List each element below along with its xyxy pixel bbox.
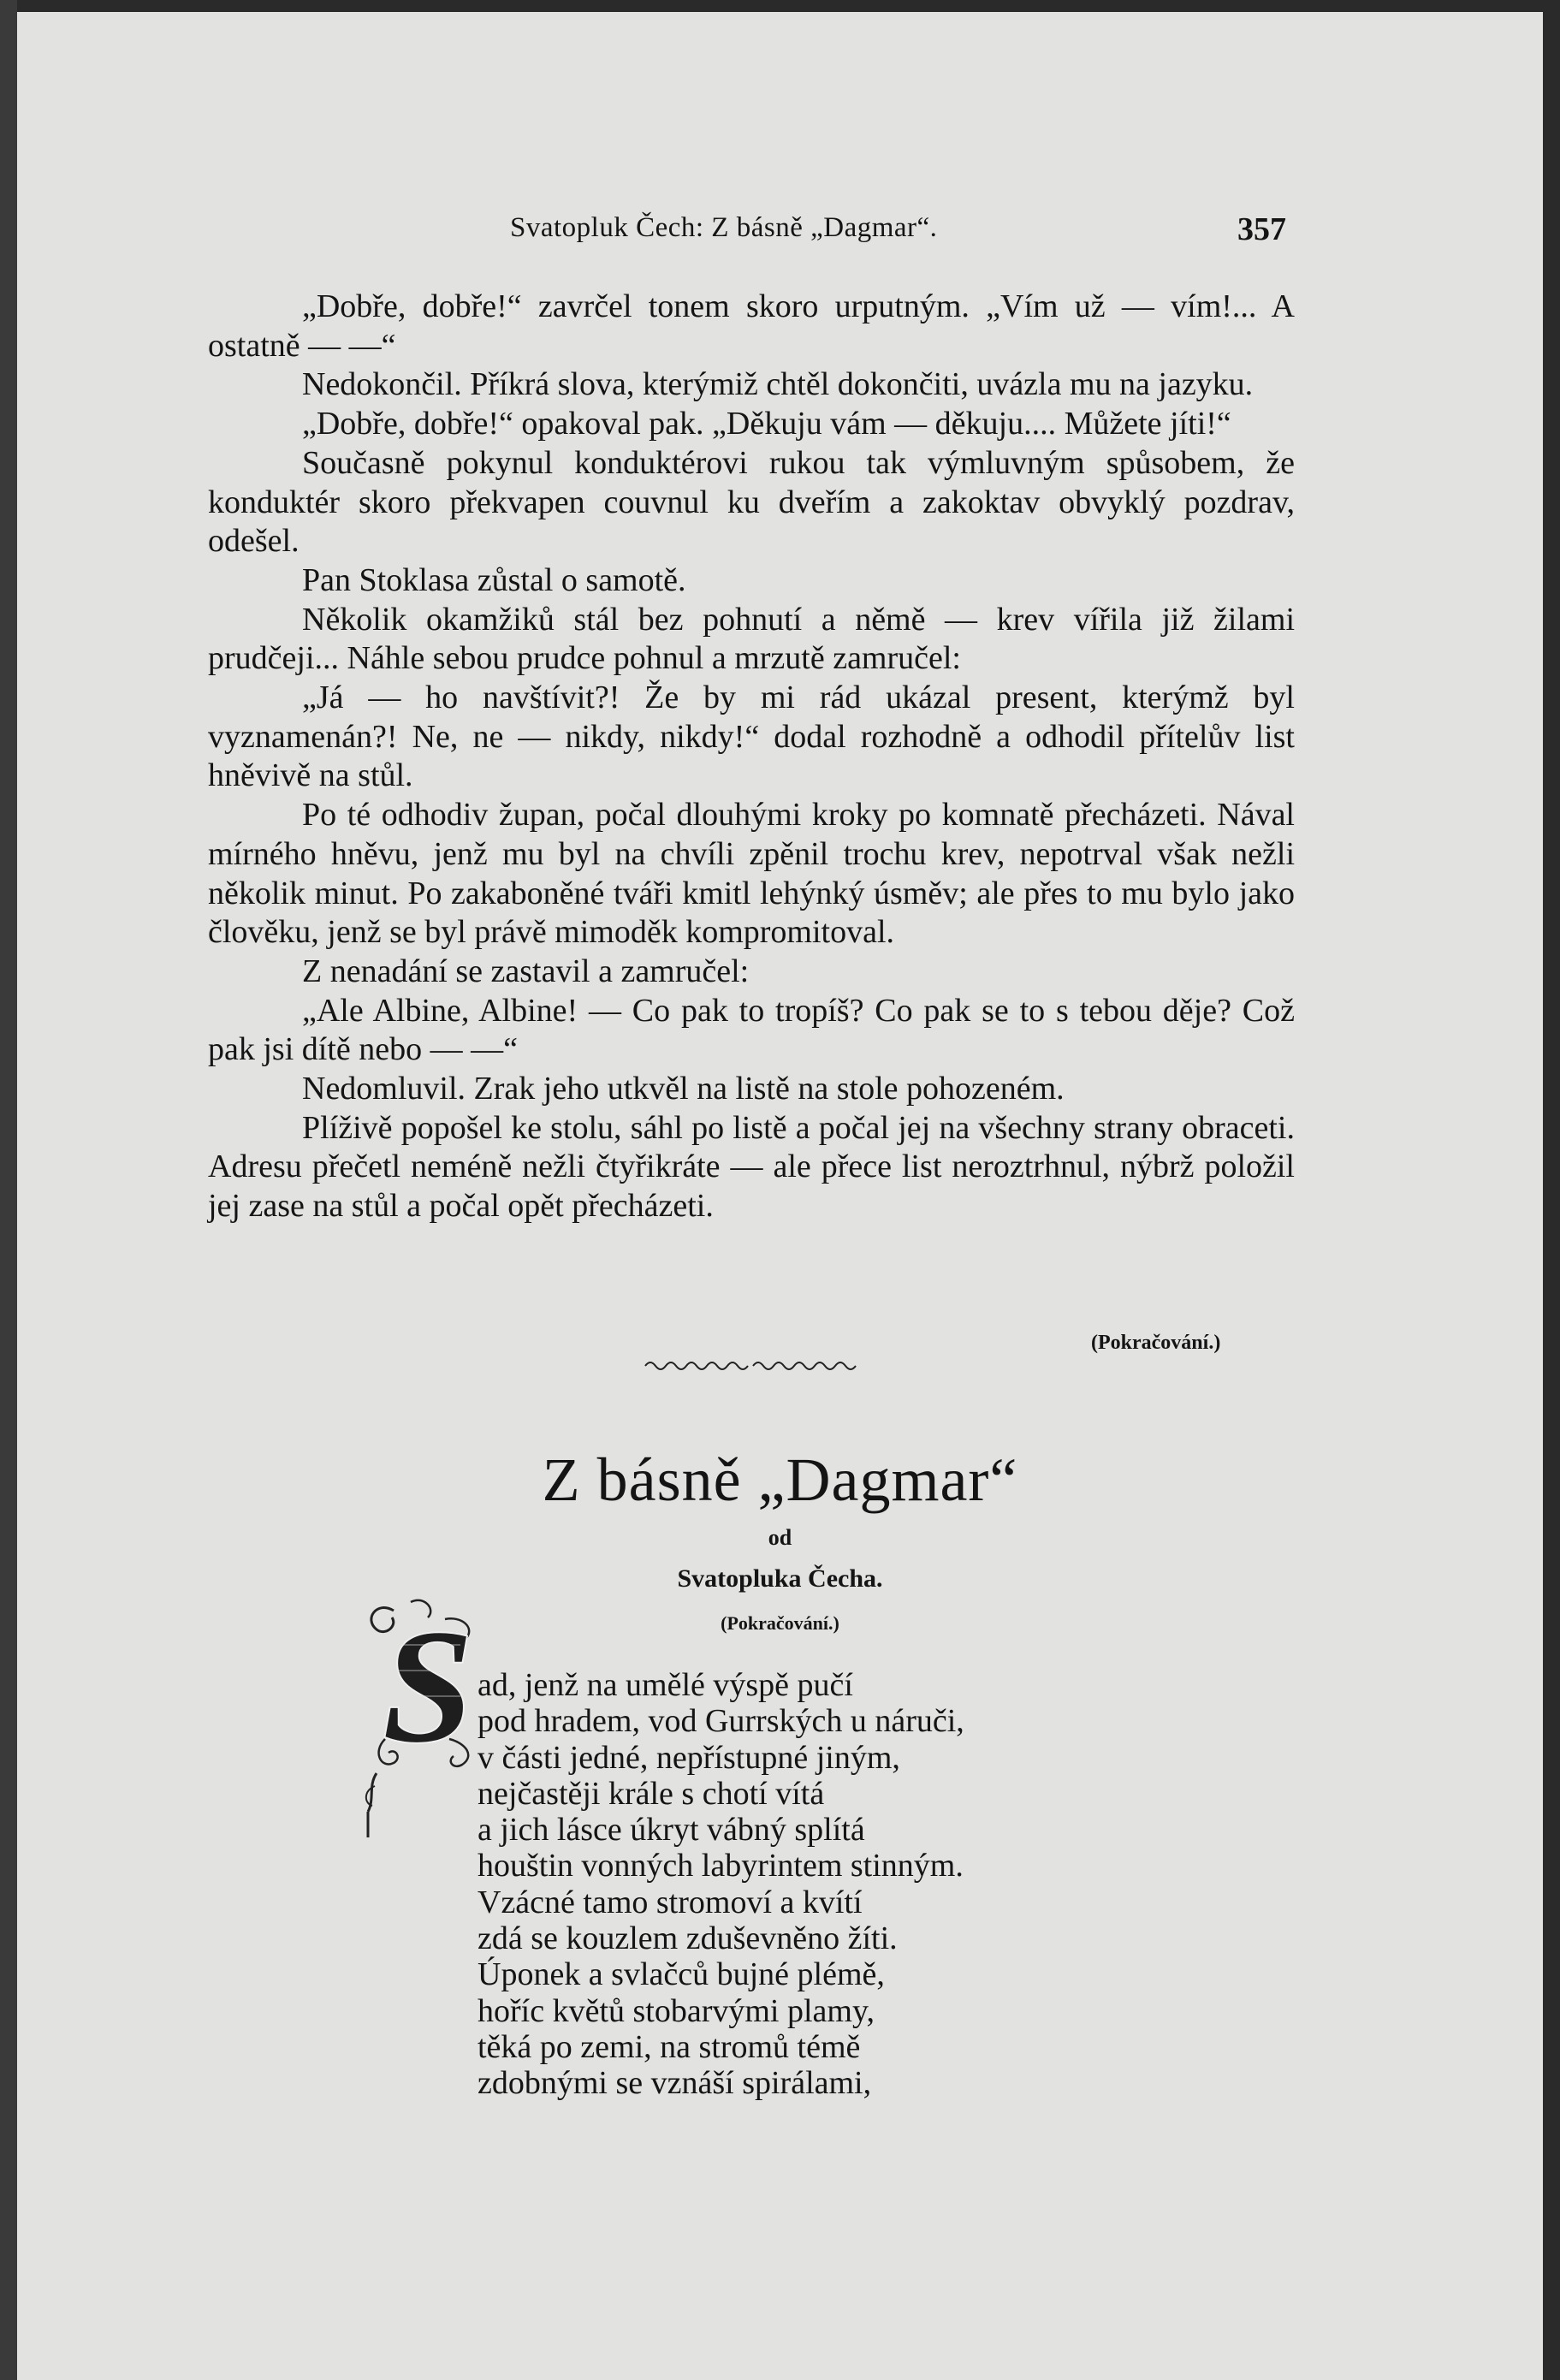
poem-line: a jich lásce úkryt vábný splítá <box>477 1812 865 1849</box>
poem-byline-od: od <box>768 1525 792 1550</box>
paragraph: Současně pokynul konduktérovi rukou tak výmluvným spůsobem, že konduktér skoro překvapen couvnul ku dveřím a zakoktav obvyklý pozdrav, odešel. <box>208 444 1295 560</box>
poem-line: pod hradem, vod Gurrských u náruči, <box>477 1703 964 1740</box>
prose-text <box>208 288 1295 1226</box>
poem-line: nejčastěji krále s chotí vítá <box>477 1775 825 1812</box>
scan-edge-right <box>1543 0 1560 2380</box>
paragraph: „Dobře, dobře!“ opakoval pak. „Děkuju vám — děkuju.... Můžete jíti!“ <box>302 406 1231 442</box>
running-head: Svatopluk Čech: Z básně „Dagmar“. <box>510 212 938 243</box>
paragraph: „Ale Albine, Albine! — Co pak to tropíš? Co pak se to s tebou děje? Což pak jsi dítě nebo — —“ <box>208 992 1295 1068</box>
poem-line: houštin vonných labyrintem stinným. <box>477 1848 964 1884</box>
drop-cap-letter: S <box>383 1597 473 1777</box>
paragraph: Po té odhodiv župan, počal dlouhými kroky po komnatě přecházeti. Nával mírného hněvu, jenž mu byl na chvíli zpěnil trochu krev, nepotrval však nežli několik minut. Po zakaboněné tváři kmitl lehýnký úsměv; ale přes to mu bylo jako člověku, jenž se byl právě mimoděk kompromitoval. <box>208 797 1295 951</box>
ornate-drop-cap-s <box>359 1594 496 1842</box>
paragraph: Nedomluvil. Zrak jeho utkvěl na listě na stole pohozeném. <box>302 1071 1065 1107</box>
poem-text <box>477 1667 964 2102</box>
prose-continuation-note: (Pokračování.) <box>1091 1332 1221 1354</box>
poem-line: Vzácné tamo stromoví a kvítí <box>477 1884 863 1920</box>
poem-line: hoříc květů stobarvými plamy, <box>477 1992 875 2029</box>
poem-line: Úponek a svlačců bujné plémě, <box>477 1956 885 1993</box>
wavy-divider-ornament <box>644 1356 863 1376</box>
paragraph: Několik okamžiků stál bez pohnutí a němě — krev vířila již žilami prudčeji... Náhle sebou prudce pohnul a mrzutě zamručel: <box>208 601 1295 677</box>
poem-line: ad, jenž na umělé výspě pučí <box>477 1667 853 1703</box>
paragraph: Z nenadání se zastavil a zamručel: <box>302 953 750 989</box>
paragraph: Nedokončil. Příkrá slova, kterýmiž chtěl dokončiti, uvázla mu na jazyku. <box>302 366 1254 403</box>
page-number: 357 <box>1237 211 1286 247</box>
scan-edge-top <box>0 0 1560 12</box>
poem-line: v části jedné, nepřístupné jiným, <box>477 1739 900 1776</box>
paragraph: Plíživě popošel ke stolu, sáhl po listě a počal jej na všechny strany obraceti. Adresu přečetl neméně nežli čtyřikráte — ale přece list neroztrhnul, nýbrž položil jej zase na stůl a počal opět přecházeti. <box>208 1109 1295 1225</box>
paragraph: „Já — ho navštívit?! Že by mi rád ukázal present, kterýmž byl vyznamenán?! Ne, ne — nikdy, nikdy!“ dodal rozhodně a odhodil přítelův list hněvivě na stůl. <box>208 680 1295 794</box>
paragraph: „Dobře, dobře!“ zavrčel tonem skoro urputným. „Vím už — vím!... A ostatně — —“ <box>208 288 1295 364</box>
poem-author: Svatopluka Čecha. <box>677 1564 883 1593</box>
poem-line: zdá se kouzlem zduševněno žíti. <box>477 1920 898 1957</box>
paragraph: Pan Stoklasa zůstal o samotě. <box>302 561 686 598</box>
poem-line: zdobnými se vznáší spirálami, <box>477 2065 872 2102</box>
poem-title: Z básně „Dagmar“ <box>542 1445 1018 1514</box>
poem-continuation-note: (Pokračování.) <box>721 1612 839 1634</box>
poem-line: těká po zemi, na stromů témě <box>477 2028 861 2065</box>
scan-edge-left <box>0 0 17 2380</box>
